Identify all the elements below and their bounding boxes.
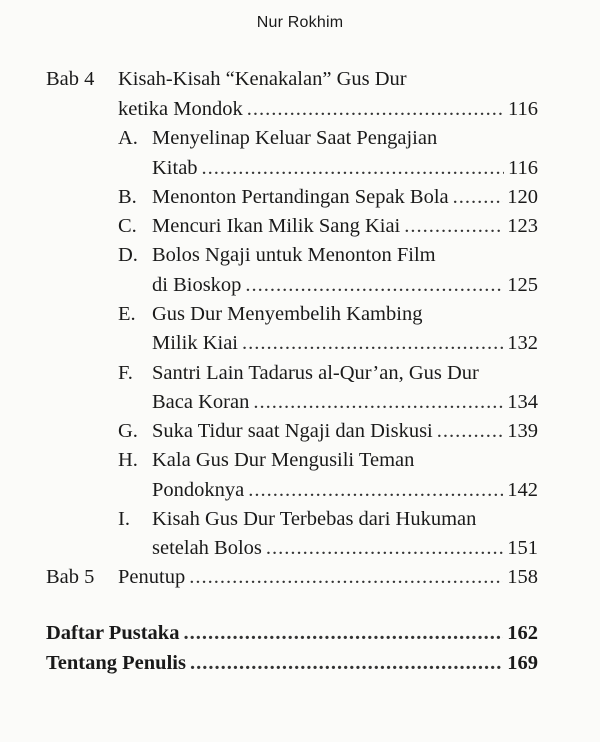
- section-e-title-line2: Milik Kiai: [152, 332, 238, 354]
- toc-entry-daftar-pustaka[interactable]: [46, 620, 538, 646]
- section-c-letter: C.: [118, 215, 137, 237]
- chapter-4-label: Bab 4: [46, 68, 95, 90]
- dot-leader: [404, 213, 503, 239]
- section-b-title: Menonton Pertandingan Sepak Bola: [152, 186, 449, 208]
- section-d-title-line1[interactable]: Bolos Ngaji untuk Menonton Film: [152, 244, 436, 266]
- dot-leader: [202, 155, 504, 181]
- dot-leader: [189, 564, 503, 590]
- section-a-title-line1[interactable]: Menyelinap Keluar Saat Pengajian: [152, 127, 438, 149]
- section-i-page: 151: [507, 537, 538, 559]
- section-h-title-line1[interactable]: Kala Gus Dur Mengusili Teman: [152, 449, 415, 471]
- toc-entry-section-e[interactable]: [152, 330, 538, 356]
- section-e-page: 132: [507, 332, 538, 354]
- tentang-penulis-page: 169: [507, 652, 538, 674]
- dot-leader: [437, 418, 504, 444]
- toc-entry-chapter-4[interactable]: [118, 96, 538, 122]
- chapter-5-title: Penutup: [118, 566, 186, 588]
- tentang-penulis-title: Tentang Penulis: [46, 652, 186, 674]
- section-h-page: 142: [507, 479, 538, 501]
- dot-leader: [266, 535, 503, 561]
- chapter-4-page: 116: [508, 98, 538, 120]
- toc-entry-section-b[interactable]: [152, 184, 538, 210]
- dot-leader: [190, 650, 503, 676]
- chapter-5-page: 158: [507, 566, 538, 588]
- section-g-page: 139: [507, 420, 538, 442]
- section-f-title-line2: Baca Koran: [152, 391, 250, 413]
- chapter-4-title-line1[interactable]: Kisah-Kisah “Kenakalan” Gus Dur: [118, 68, 407, 90]
- dot-leader: [183, 620, 503, 646]
- dot-leader: [245, 272, 503, 298]
- section-e-letter: E.: [118, 303, 136, 325]
- section-h-letter: H.: [118, 449, 138, 471]
- toc-entry-section-f[interactable]: [152, 389, 538, 415]
- section-a-page: 116: [508, 157, 538, 179]
- toc-entry-tentang-penulis[interactable]: [46, 650, 538, 676]
- section-d-page: 125: [507, 274, 538, 296]
- section-c-title: Mencuri Ikan Milik Sang Kiai: [152, 215, 401, 237]
- section-b-page: 120: [507, 186, 538, 208]
- dot-leader: [253, 389, 503, 415]
- dot-leader: [453, 184, 504, 210]
- chapter-4-title-line2: ketika Mondok: [118, 98, 243, 120]
- dot-leader: [248, 477, 503, 503]
- chapter-5-label: Bab 5: [46, 566, 95, 588]
- section-g-letter: G.: [118, 420, 138, 442]
- running-header: Nur Rokhim: [256, 14, 344, 31]
- toc-entry-section-i[interactable]: [152, 535, 538, 561]
- toc-entry-section-d[interactable]: [152, 272, 538, 298]
- dot-leader: [247, 96, 504, 122]
- daftar-pustaka-title: Daftar Pustaka: [46, 622, 180, 644]
- toc-entry-section-c[interactable]: [152, 213, 538, 239]
- section-e-title-line1[interactable]: Gus Dur Menyembelih Kambing: [152, 303, 423, 325]
- section-i-letter: I.: [118, 508, 130, 530]
- section-b-letter: B.: [118, 186, 137, 208]
- section-a-letter: A.: [118, 127, 138, 149]
- toc-entry-section-g[interactable]: [152, 418, 538, 444]
- section-d-title-line2: di Bioskop: [152, 274, 242, 296]
- section-c-page: 123: [507, 215, 538, 237]
- toc-entry-section-h[interactable]: [152, 477, 538, 503]
- daftar-pustaka-page: 162: [507, 622, 538, 644]
- section-a-title-line2: Kitab: [152, 157, 198, 179]
- section-h-title-line2: Pondoknya: [152, 479, 245, 501]
- toc-entry-chapter-5[interactable]: [118, 564, 538, 590]
- section-f-letter: F.: [118, 362, 133, 384]
- section-g-title: Suka Tidur saat Ngaji dan Diskusi: [152, 420, 433, 442]
- section-f-page: 134: [507, 391, 538, 413]
- dot-leader: [242, 330, 503, 356]
- section-i-title-line2: setelah Bolos: [152, 537, 262, 559]
- toc-entry-section-a[interactable]: [152, 155, 538, 181]
- section-i-title-line1[interactable]: Kisah Gus Dur Terbebas dari Hukuman: [152, 508, 477, 530]
- section-f-title-line1[interactable]: Santri Lain Tadarus al-Qur’an, Gus Dur: [152, 362, 479, 384]
- section-d-letter: D.: [118, 244, 138, 266]
